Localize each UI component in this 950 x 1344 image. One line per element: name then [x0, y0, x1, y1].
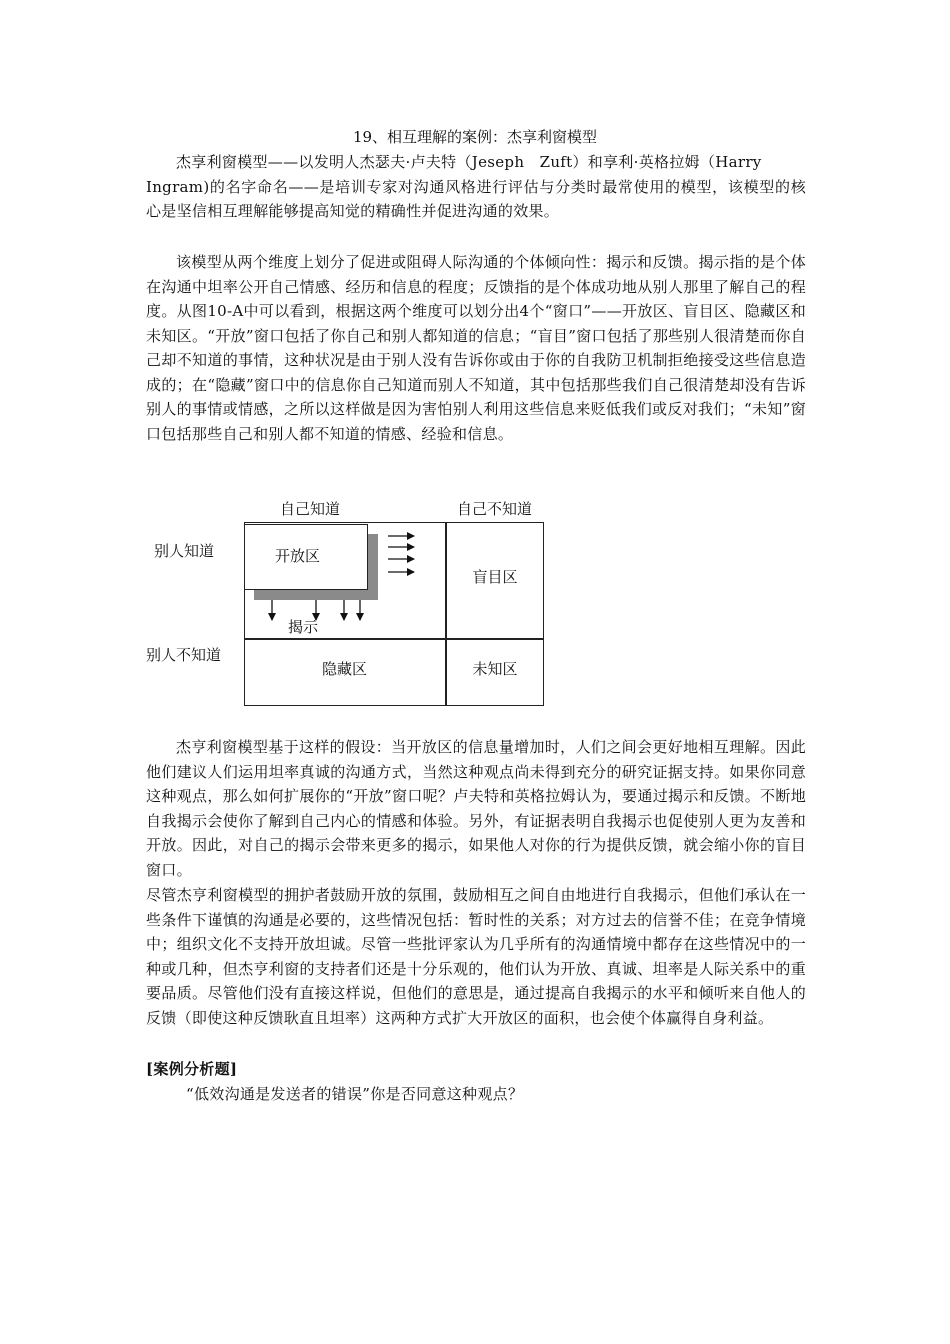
- page-title: 19、相互理解的案例：杰享利窗模型: [352, 128, 598, 146]
- model-description-paragraph: [146, 250, 806, 446]
- hidden-area-label: 隐藏区: [321, 660, 367, 678]
- model-description-text: 该模型从两个维度上划分了促进或阻碍人际沟通的个体倾向性：揭示和反馈。揭示指的是个体在沟通中坦率公开自己情感、经历和信息的程度；反馈指的是个体成功地从别人那里了解自己的程度。从图10-A中可以看到，根据这两个维度可以划分出4个“窗口”——开放区、盲目区、隐藏区和未知区。“开放”窗口包括了你自己和别人都知道的信息；“盲目”窗口包括了那些别人很清楚而你自己却不知道的事情，这种状况是由于别人没有告诉你或由于你的自我防卫机制拒绝接受这些信息造成的；在“隐藏”窗口中的信息你自己知道而别人不知道，其中包括那些我们自己很清楚却没有告诉别人的事情或情感，之所以这样做是因为害怕别人利用这些信息来贬低我们或反对我们；“未知”窗口包括那些自己和别人都不知道的情感、经验和信息。: [146, 253, 806, 443]
- case-question: “低效沟通是发送者的错误”你是否同意这种观点？: [186, 1084, 524, 1103]
- row-label-others-known: 别人知道: [154, 542, 215, 560]
- johari-window-diagram: [140, 496, 560, 716]
- feedback-arrows: [388, 536, 414, 572]
- intro-line-2: Ingram)的名字命名——是培训专家对沟通风格进行评估与分类时最常使用的模型，该模型的核心是坚信相互理解能够提高知觉的精确性并促进沟通的效果。: [146, 177, 806, 220]
- disclosure-arrows: [272, 600, 360, 620]
- caution-text: 尽管杰亨利窗模型的拥护者鼓励开放的氛围，鼓励相互之间自由地进行自我揭示，但他们承认在一些条件下谨慎的沟通是必要的，这些情况包括：暂时性的关系；对方过去的信誉不佳；在竞争情境中；组织文化不支持开放坦诚。尽管一些批评家认为几乎所有的沟通情境中都存在这些情况中的一种或几种，但杰亨利窗的支持者们还是十分乐观的，他们认为开放、真诚、坦率是人际关系中的重要品质。尽管他们没有直接这样说，但他们的意思是，通过提高自我揭示的水平和倾听来自他人的反馈（即使这种反馈耿直且坦率）这两种方式扩大开放区的面积，也会使个体赢得自身利益。: [146, 886, 806, 1027]
- assumption-text: 杰亨利窗模型基于这样的假设：当开放区的信息量增加时，人们之间会更好地相互理解。因此他们建议人们运用坦率真诚的沟通方式，当然这种观点尚未得到充分的研究证据支持。如果你同意这种观点，那么如何扩展你的“开放”窗口呢？卢夫特和英格拉姆认为，要通过揭示和反馈。不断地自我揭示会使你了解到自己内心的情感和体验。另外，有证据表明自我揭示也促使别人更为友善和开放。因此，对自己的揭示会带来更多的揭示，如果他人对你的行为提供反馈，就会缩小你的盲目窗口。: [146, 738, 806, 879]
- unknown-area-label: 未知区: [472, 660, 518, 678]
- open-area-label: 开放区: [274, 547, 320, 565]
- intro-paragraph: [146, 150, 806, 224]
- feedback-disclosure-arrows: [140, 496, 560, 716]
- caution-paragraph: [146, 883, 806, 1030]
- case-heading: [案例分析题]: [146, 1060, 238, 1078]
- blind-area-label: 盲目区: [472, 568, 518, 586]
- intro-line-1: 杰享利窗模型——以发明人杰瑟夫·卢夫特（Jeseph Zuft）和享利·英格拉姆（Harry: [176, 153, 762, 171]
- col-label-self-unknown: 自己不知道: [457, 500, 533, 518]
- disclosure-label: 揭示: [288, 618, 319, 636]
- case-section: [146, 1057, 806, 1106]
- row-label-others-unknown: 别人不知道: [146, 646, 222, 664]
- assumption-paragraph: [146, 735, 806, 882]
- col-label-self-known: 自己知道: [280, 500, 341, 518]
